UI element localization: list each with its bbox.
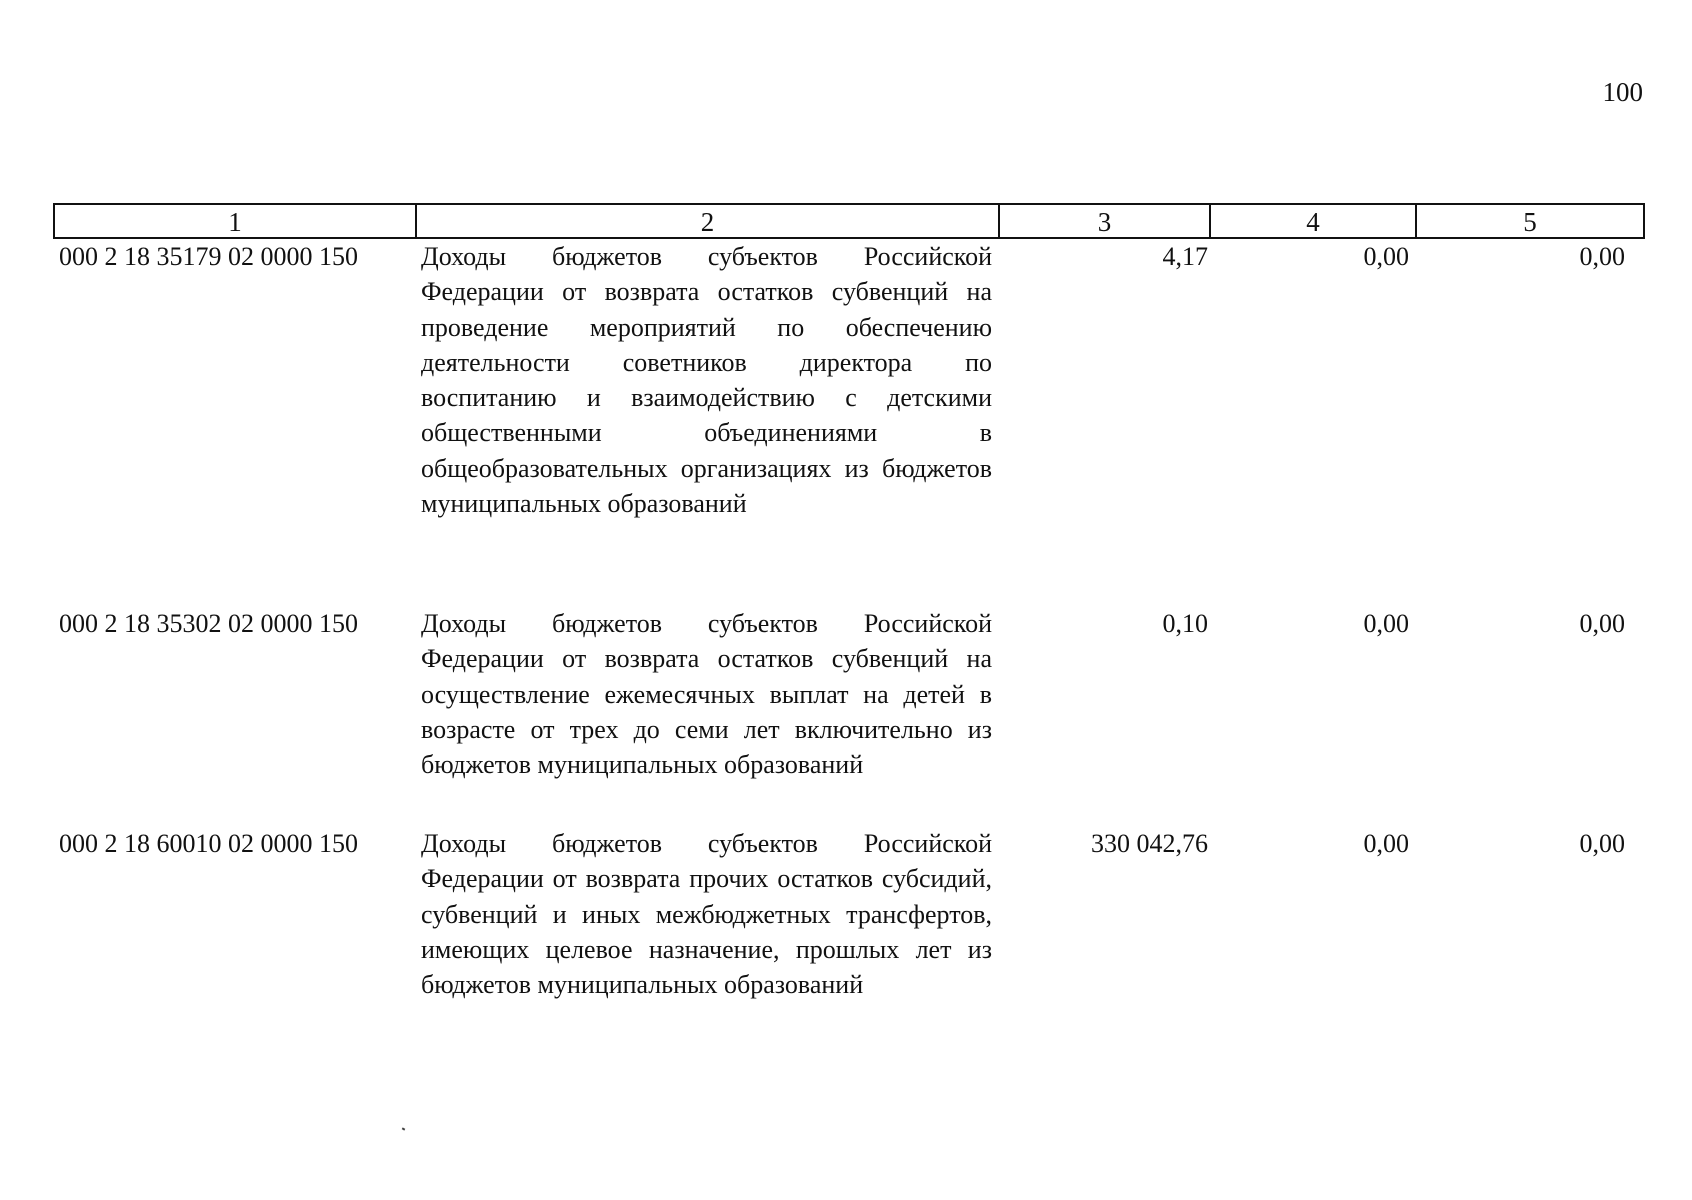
scan-speck <box>402 1127 406 1130</box>
value-col4: 0,00 <box>1363 609 1409 638</box>
page-number: 100 <box>1602 77 1643 107</box>
value-col4: 0,00 <box>1363 829 1409 858</box>
budget-code: 000 2 18 60010 02 0000 150 <box>59 829 358 858</box>
value-col5: 0,00 <box>1579 829 1625 858</box>
row-description: Доходы бюджетов субъектов Российской Федерации от возврата прочих остатков субсидий, субвенций и иных межбюджетных трансфертов, имеющих целевое назначение, прошлых лет из бюджетов муниципальных образований <box>421 829 992 1000</box>
value-col4: 0,00 <box>1363 242 1409 271</box>
header-cell-4: 4 <box>1211 205 1417 237</box>
row-description: Доходы бюджетов субъектов Российской Федерации от возврата остатков субвенций на осуществление ежемесячных выплат на детей в возрасте от трех до семи лет включительно из бюджетов муниципальных образований <box>421 609 992 780</box>
value-col3: 4,17 <box>1162 242 1208 271</box>
value-col5: 0,00 <box>1579 242 1625 271</box>
budget-code: 000 2 18 35302 02 0000 150 <box>59 609 358 638</box>
value-col5: 0,00 <box>1579 609 1625 638</box>
header-cell-3: 3 <box>1000 205 1211 237</box>
row-description: Доходы бюджетов субъектов Российской Федерации от возврата остатков субвенций на проведение мероприятий по обеспечению деятельности советников директора по воспитанию и взаимодействию с детскими общественными объединениями в общеобразовательных организациях из бюджетов муниципальных образований <box>421 242 992 519</box>
header-cell-2: 2 <box>417 205 1000 237</box>
header-cell-1: 1 <box>55 205 417 237</box>
header-cell-5: 5 <box>1523 207 1537 237</box>
table-header-row <box>53 203 1645 239</box>
value-col3: 0,10 <box>1162 609 1208 638</box>
budget-code: 000 2 18 35179 02 0000 150 <box>59 242 358 271</box>
value-col3: 330 042,76 <box>1091 829 1208 858</box>
